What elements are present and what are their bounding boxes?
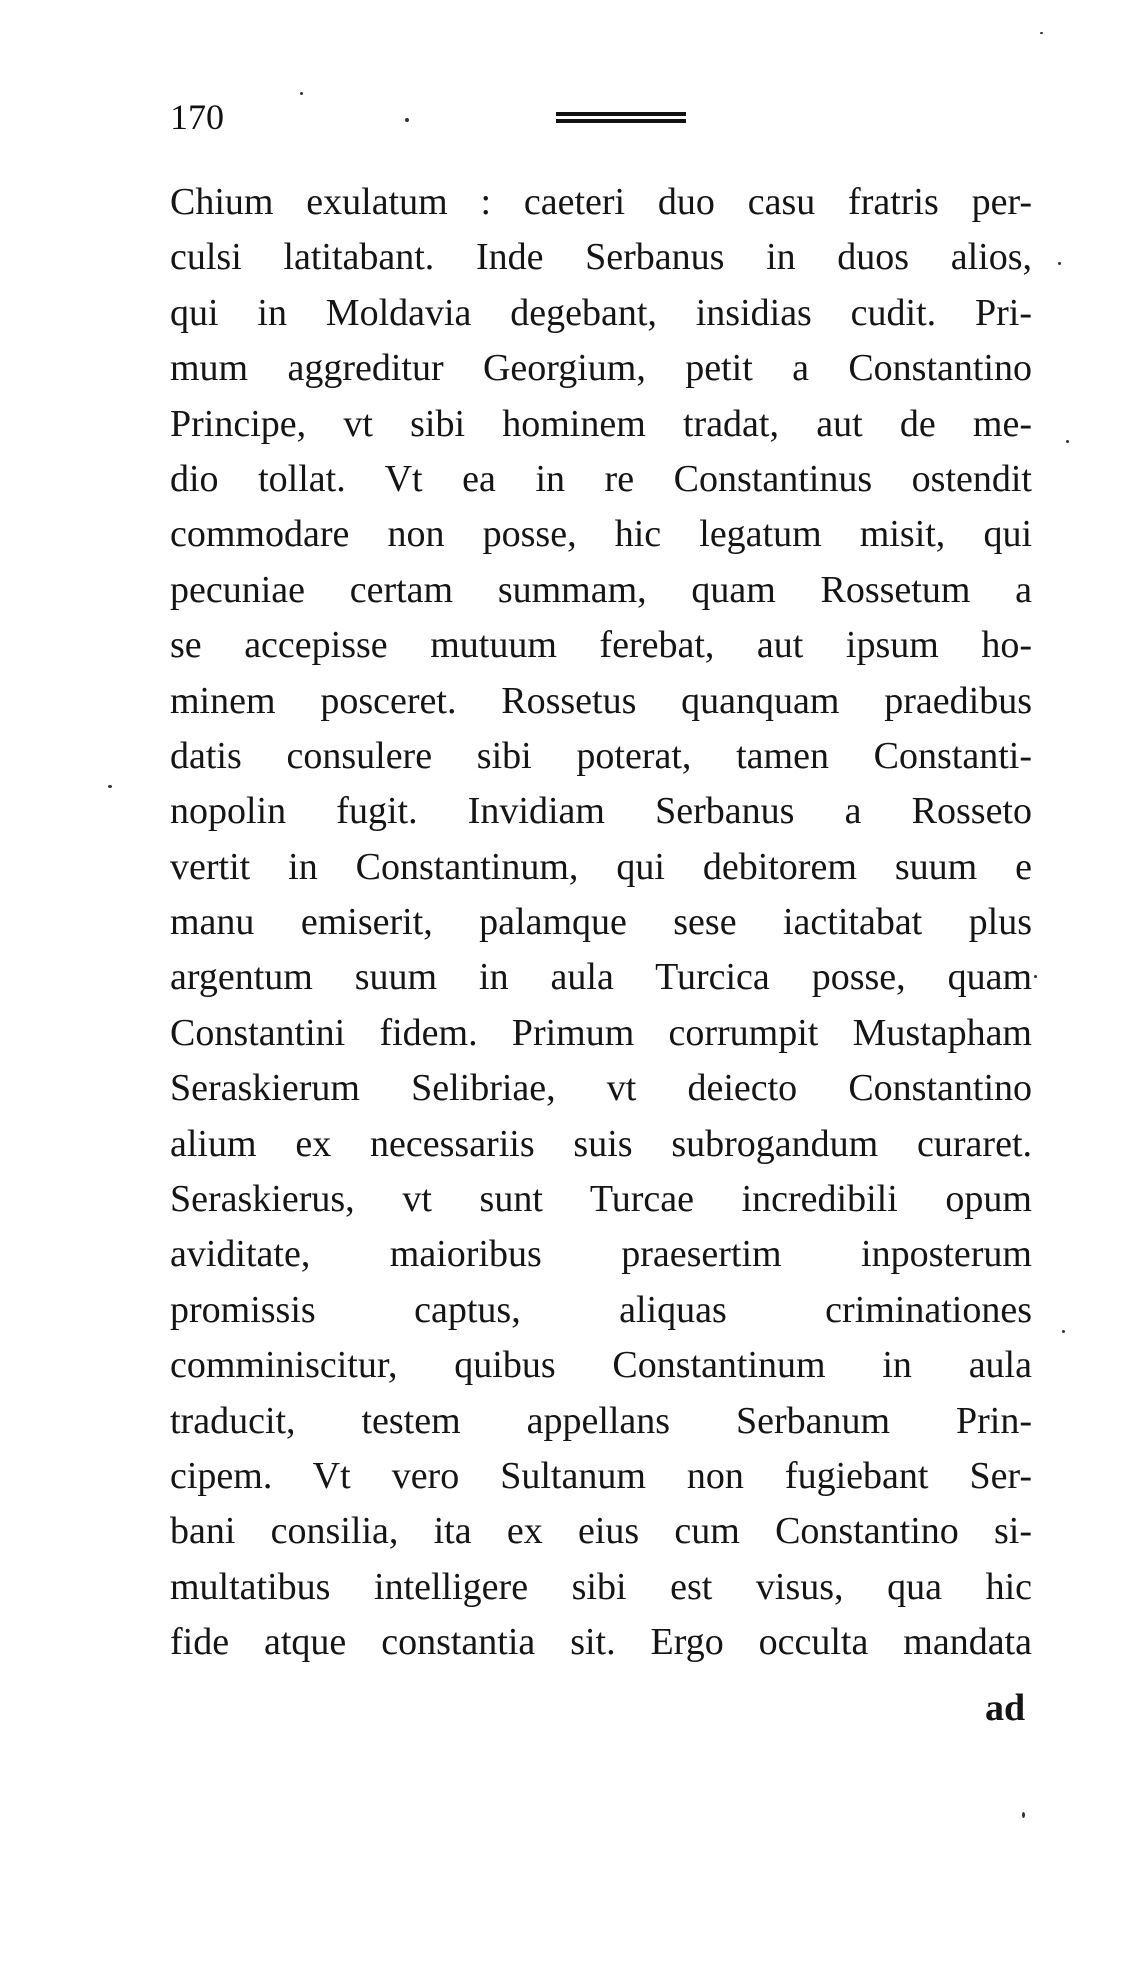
text-line: vertit in Constantinum, qui debitorem suum e: [170, 845, 1032, 888]
text-line: commodare non posse, hic legatum misit, qui: [170, 513, 1032, 556]
text-line: pecuniae certam summam, quam Rossetum a: [170, 568, 1032, 611]
scan-speck: [1034, 975, 1037, 978]
text-line: se accepisse mutuum ferebat, aut ipsum ho-: [170, 624, 1032, 667]
text-line: comminiscitur, quibus Constantinum in aula: [170, 1344, 1032, 1387]
text-line: culsi latitabant. Inde Serbanus in duos alios,: [170, 236, 1032, 279]
text-line: mum aggreditur Georgium, petit a Constantino: [170, 347, 1032, 390]
scan-speck: [1022, 1812, 1025, 1818]
text-line: argentum suum in aula Turcica posse, quam: [170, 956, 1032, 999]
text-line: dio tollat. Vt ea in re Constantinus ostendit: [170, 457, 1032, 500]
scan-speck: [405, 118, 409, 122]
scan-speck: [1040, 32, 1043, 34]
page-number: 170: [170, 97, 224, 137]
text-line: nopolin fugit. Invidiam Serbanus a Rosseto: [170, 790, 1032, 833]
text-line: promissis captus, aliquas criminationes: [170, 1288, 1032, 1331]
text-line: cipem. Vt vero Sultanum non fugiebant Ser-: [170, 1454, 1032, 1497]
catchword: ad: [985, 1687, 1026, 1729]
text-line: multatibus intelligere sibi est visus, qua hic: [170, 1565, 1032, 1608]
scan-speck: [1058, 262, 1061, 265]
text-line: Constantini fidem. Primum corrumpit Mustapham: [170, 1011, 1032, 1054]
text-line: qui in Moldavia degebant, insidias cudit. Pri-: [170, 291, 1032, 334]
text-line: alium ex necessariis suis subrogandum curaret.: [170, 1122, 1032, 1165]
text-line: manu emiserit, palamque sese iactitabat plus: [170, 901, 1032, 944]
text-line: Principe, vt sibi hominem tradat, aut de me-: [170, 402, 1032, 445]
scan-speck: [108, 785, 112, 788]
text-line: traducit, testem appellans Serbanum Prin-: [170, 1399, 1032, 1442]
scan-speck: [1066, 440, 1069, 443]
header-rule: [556, 112, 686, 126]
text-line: Chium exulatum : caeteri duo casu fratris per-: [170, 181, 1032, 223]
text-line: fide atque constantia sit. Ergo occulta mandata: [170, 1621, 1032, 1664]
scan-speck: [1062, 1330, 1065, 1333]
text-line: datis consulere sibi poterat, tamen Constanti-: [170, 734, 1032, 777]
text-line: Seraskierus, vt sunt Turcae incredibili opum: [170, 1178, 1032, 1221]
text-line: aviditate, maioribus praesertim inposterum: [170, 1233, 1032, 1276]
scan-speck: [300, 92, 303, 95]
body-text: [170, 175, 1032, 1671]
text-line: Seraskierum Selibriae, vt deiecto Constantino: [170, 1067, 1032, 1110]
text-line: bani consilia, ita ex eius cum Constantino si-: [170, 1510, 1032, 1553]
text-line: minem posceret. Rossetus quanquam praedibus: [170, 679, 1032, 722]
